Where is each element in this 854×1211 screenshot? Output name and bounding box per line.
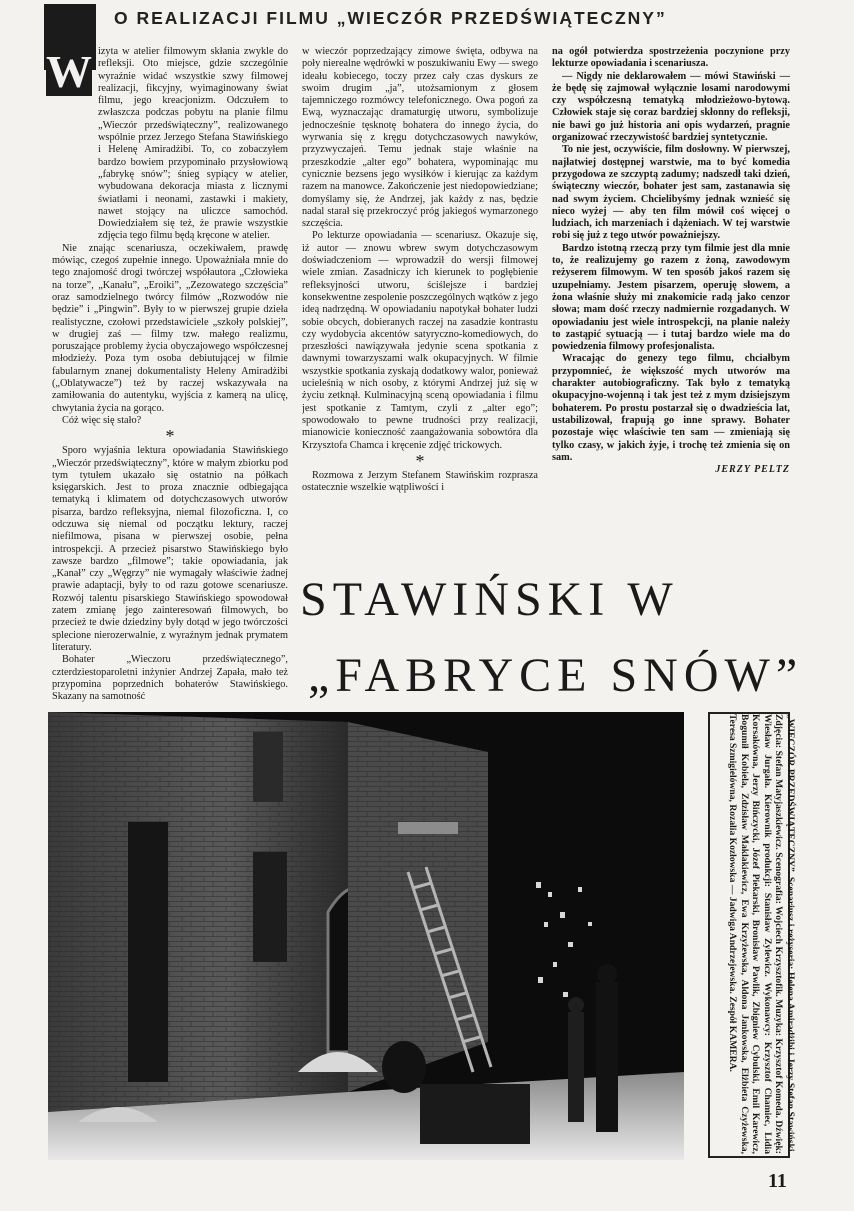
section-separator: * [165,426,175,447]
paragraph: na ogół potwierdza spostrzeżenia poczynione przy lekturze opowiadania i scenariusza. [552,46,790,70]
film-still-photo [48,712,684,1160]
doorway [128,822,168,1082]
paragraph: izyta w atelier filmowym skłania zwykle do refleksji. Oto miejsce, gdzie szczególnie wyraźnie widać wszystkie szwy filmowej realizacji, fikcyjny, wyimaginowany świat filmu, jego kreacjonizm. Odczułem to zwłaszcza podczas pobytu na planie filmu „Wieczór przedświąteczny”, realizowanego wspólnie przez Jerzego Stefana Stawińskiego i Helenę Amiradżibi. To, co zobaczyłem bardzo bowiem przypominało przysłowiową „fabrykę snów”; śnieg sypiący w atelier, wybudowana dekoracja miasta z licznymi światłami i neonami, zastawki i makiety, nawet stojący na uliczce samochód. Dowiedziałem się też, że prawie wszystkie zdjęcia tego filmu będą kręcone w atelier. [98,46,288,242]
section-separator: * [415,450,425,471]
author-signature: JERZY PELTZ [715,464,790,476]
feature-title [300,562,810,714]
paragraph: w wieczór poprzedzający zimowe święta, odbywa na poły nierealne wędrówki w poszukiwaniu Ewy — swego ideału kobiecego, toczy przez cały czas dyskurs ze swoim drugim „ja”, utożsamionym z głosem tajemniczego rozmówcy telefonicznego. Owa pogoń za Ewą, wyznaczając dramaturgię utworu, symbolizuje jednocześnie tęsknotę bohatera do innego życia, do wyrwania się z kręgu dotychczasowych nawyków, przyzwyczajeń. Temu jednak staje właśnie na przeszkodzie „alter ego” bohatera, wypominając mu cynicznie bezsens jego wysiłków i kierując za każdym razem na manowce. Zakończenie jest niedopowiedziane; domyślamy się, że Andrzej, jak każdy z nas, będzie nadal starał się przekroczyć próg jakiegoś wymarzonego szczęścia. [302,46,538,230]
paragraph: Sporo wyjaśnia lektura opowiadania Stawińskiego „Wieczór przedświąteczny”, które w małym zbiorku pod tym tytułem ukazało się ostatnio na półkach księgarskich. Jest to proza znacznie odbiegająca tematyką i klimatem od dotychczasowych utworów pisarza, bardzo refleksyjna, niemal filozoficzna. I, co odczuwa się niemal od początku lektury, raczej niefilmowa, pisana w pierwszej osobie, pełna introspekcji. A przecież pisarstwo Stawińskiego było zawsze bardzo „filmowe”; takie opowiadania, jak „Kanał” czy „Węgrzy” nie wymagały właściwie żadnej prawie adaptacji, były to od razu gotowe scenariusze. Rozwój talentu pisarskiego Stawińskiego spowodował zatem zmianę jego zainteresowań filmowych, bo przecież te dwie dziedziny były dotąd w jego twórczości splecione nierozerwalnie, z wyraźnym jednak prymatem literatury. [52,445,288,653]
article-column-2 [302,46,538,526]
paragraph: To nie jest, oczywiście, film dosłowny. W pierwszej, najłatwiej dostępnej warstwie, ma to być komedia przygodowa ze szczyptą zadumy; nadszedł taki dzień, świąteczny wieczór, bohater jest sam, zastanawia się nad swym życiem. Chcielibyśmy jednak wznieść się nieco wyżej — aby ten film mówił coś więcej o ludziach, ich marzeniach i dążeniach. W tej warstwie robi się już z tego utwór poważniejszy. [552,144,790,242]
film-credits: „WIECZÓR PRZEDŚWIĄTECZNY”. Scenariusz i reżyseria: Helena Amiradżibi i Jerzy Stefan Stawiński. Zdjęcia: Stefan Matyjaszkiewicz. Scenografia: Wojciech Krzysztofik. Muzyka: Krzysztof Komeda. Dźwięk: Wiesław Jurgała. Kierownik produkcji: Stanisław Zylewicz. Wykonawcy: Krzysztof Chamiec, Lidia Korsakówna, Jerzy Bińczycki, Józef Piekarski, Bronisław Pawlik, Zbigniew Cybulski, Emil Karewicz, Bogumił Kobiela, Zdzisław Maklakiewicz, Ewa Krzyżewska, Aldona Jankowska, Elżbieta Czyżewska, Teresa Szmigielówna, Rozalia Kozłowska — Jadwiga Andrzejewska. Zespół KAMERA. [727,714,796,1154]
paragraph: Cóż więc się stało? [62,414,142,426]
paragraph: Bohater „Wieczoru przedświątecznego”, czterdziestoparoletni inżynier Andrzej Zapała, mało też przypomina poprzednich bohaterów Stawińskiego. Skazany na samotność [52,654,288,703]
drop-cap: W [46,46,92,97]
article-headline: O REALIZACJI FILMU „WIECZÓR PRZEDŚWIĄTECZNY” [114,8,667,28]
paragraph: Bardzo istotną rzeczą przy tym filmie jest dla mnie to, że realizujemy go razem z żoną, zawodowym reżyserem filmowym. W ten sposób jakoś razem się uzupełniamy. Jestem pisarzem, operuję słowem, a żona właśnie służy mi znakomicie radą jako cenzor słowa; mam dość rzeczy nadmiernie rozgadanych. W opowiadaniu jest wiele introspekcji, na planie należy to zastąpić sytuacją — i tutaj bardzo wiele ma do powiedzenia filmowy profesjonalista. [552,242,790,353]
page-number: 11 [768,1170,787,1192]
paragraph: Wracając do genezy tego filmu, chciałbym przypomnieć, że większość mych utworów ma charakter autobiograficzny. Tak było z tematyką okupacyjno-wojenną i tak jest też z mym dzisiejszym bohaterem. Po prostu postarzał się o dwadzieścia lat, ustabilizował, frapują go inne sprawy. Bohater pozostaje więc właściwie ten sam — zmieniają się tylko czasy, w jakich żyje, i trochę też zmienia się on sam. [552,353,790,463]
photo-illustration [48,712,684,1160]
feature-title-line-1: STAWIŃSKI W [300,573,679,626]
paragraph: Rozmowa z Jerzym Stefanem Stawińskim rozprasza ostatecznie wszelkie wątpliwości i [302,469,538,494]
article-column-3 [552,46,790,524]
feature-title-line-2: „FABRYCE SNÓW” [308,649,804,702]
window [253,732,283,802]
paragraph: Po lekturze opowiadania — scenariusz. Okazuje się, iż autor — znowu wbrew swym dotychczasowym doświadczeniom — wprowadził do wersji filmowej wiele zmian. Zasadniczy ich kierunek to pogłębienie refleksyjności utworu, ściślejsze i bardziej konsekwentne zespolenie poszczególnych wątków z jego ideą nadrzędną. W opowiadaniu napotykał bohater ludzi sobie obcych, dobieranych raczej na zasadzie kontrastu czy wydobycia akcentów satyryczno-komediowych, do przeszłości nawiązywała jedynie scena spotkania z dawnymi towarzyszami walk okupacyjnych. W filmie wszystkie spotkania zyskają dodatkowy walor, ponieważ ucieleśnią w nich osoby, z którymi Andrzej już się w życiu zetknął. Kulminacyjną sceną opowiadania i filmu jest spotkanie z Tamtym, czyli z „alter ego”; spowodowało to pewne trudności przy realizacji, mianowicie konieczność zaangażowania sobowtóra dla Krzysztofa Chamca i kręcenie zdjęć trickowych. [302,230,538,451]
window [253,852,287,962]
paragraph: — Nigdy nie deklarowałem — mówi Stawiński — że będę się zajmował wyłącznie losami narodowymi czy współczesną tematyką młodzieżowo-bytową. Człowiek staje się coraz bardziej skłonny do refleksji, nie bawi go już historia ani opis wydarzeń, pragnie organizować rzeczywistość bardziej syntetycznie. [552,70,790,144]
article-column-1 [52,46,288,708]
paragraph: Nie znając scenariusza, oczekiwałem, prawdę mówiąc, czegoś zupełnie innego. Upoważniała mnie do tego znajomość drogi twórczej współautora „Człowieka na torze”, „Kanału”, „Eroiki”, „Zezowatego szczęścia” oraz samodzielnego twórcy filmów „Rozwodów nie będzie” i „Pingwin”. Były to w pierwszej grupie dzieła realistyczne, czołowi przedstawiciele „szkoły polskiej”, w drugiej zaś — filmy tzw. małego realizmu, poruszające problemy życia obyczajowego współczesnej młodzieży. Poza tym osoba debiutującej w filmie fabularnym znanej dokumentalisty Heleny Amiradżibi („Oblatywacze”) też by raczej wskazywała na zamiłowania do autentyku, wyjścia z kamerą na ulicę, chwytania życia na gorąco. [52,242,288,414]
